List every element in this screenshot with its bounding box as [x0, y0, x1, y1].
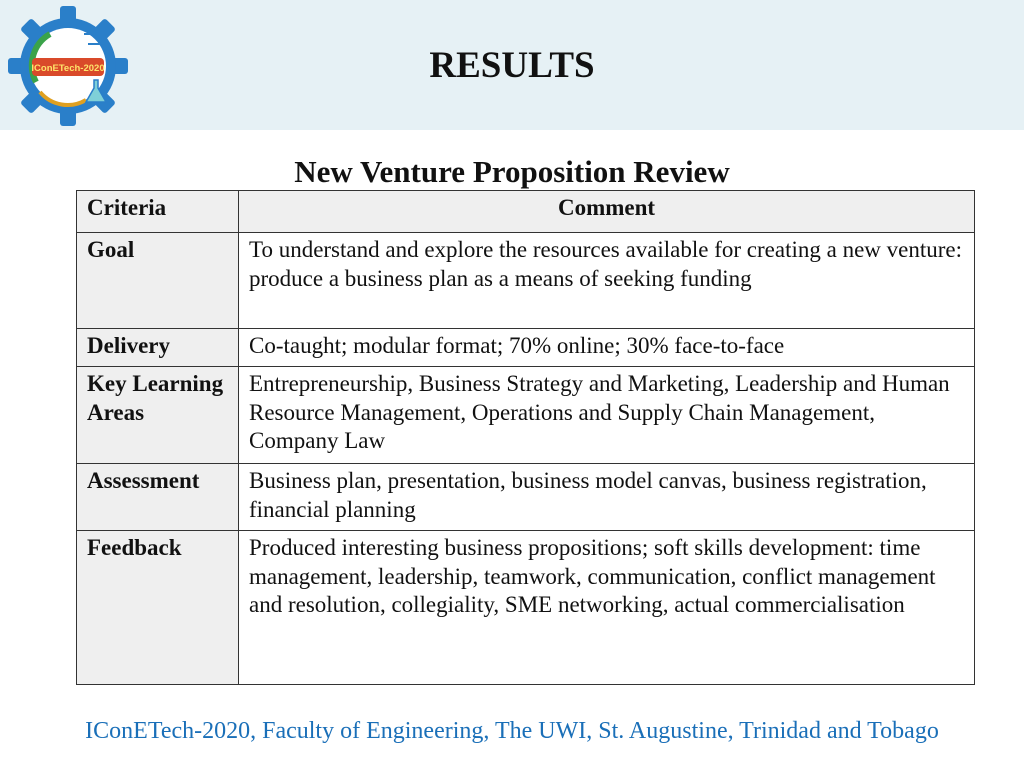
criteria-cell: Goal	[77, 233, 239, 329]
criteria-header: Criteria	[77, 191, 239, 233]
table-row	[77, 367, 975, 464]
footer-text: IConETech-2020, Faculty of Engineering, The UWI, St. Augustine, Trinidad and Tobago	[85, 718, 939, 744]
criteria-cell: Key Learning Areas	[77, 367, 239, 464]
criteria-cell: Feedback	[77, 531, 239, 685]
table-row	[77, 531, 975, 685]
review-table	[76, 190, 975, 685]
comment-header: Comment	[239, 191, 975, 233]
table-row	[77, 233, 975, 329]
comment-cell: Co-taught; modular format; 70% online; 30% face-to-face	[239, 329, 975, 367]
logo-text: IConETech-2020	[31, 63, 105, 74]
table-title: New Venture Proposition Review	[294, 154, 730, 189]
table-header-row	[77, 191, 975, 233]
table-row	[77, 464, 975, 531]
slide-title: RESULTS	[429, 45, 595, 86]
table-row	[77, 329, 975, 367]
comment-cell: Produced interesting business propositions; soft skills development: time management, leadership, teamwork, communication, conflict management and resolution, collegiality, SME networking, actual commercialisation	[239, 531, 975, 685]
criteria-cell: Delivery	[77, 329, 239, 367]
comment-cell: To understand and explore the resources available for creating a new venture: produce a business plan as a means of seeking funding	[239, 233, 975, 329]
comment-cell: Entrepreneurship, Business Strategy and Marketing, Leadership and Human Resource Management, Operations and Supply Chain Management, Company Law	[239, 367, 975, 464]
criteria-cell: Assessment	[77, 464, 239, 531]
comment-cell: Business plan, presentation, business model canvas, business registration, financial planning	[239, 464, 975, 531]
